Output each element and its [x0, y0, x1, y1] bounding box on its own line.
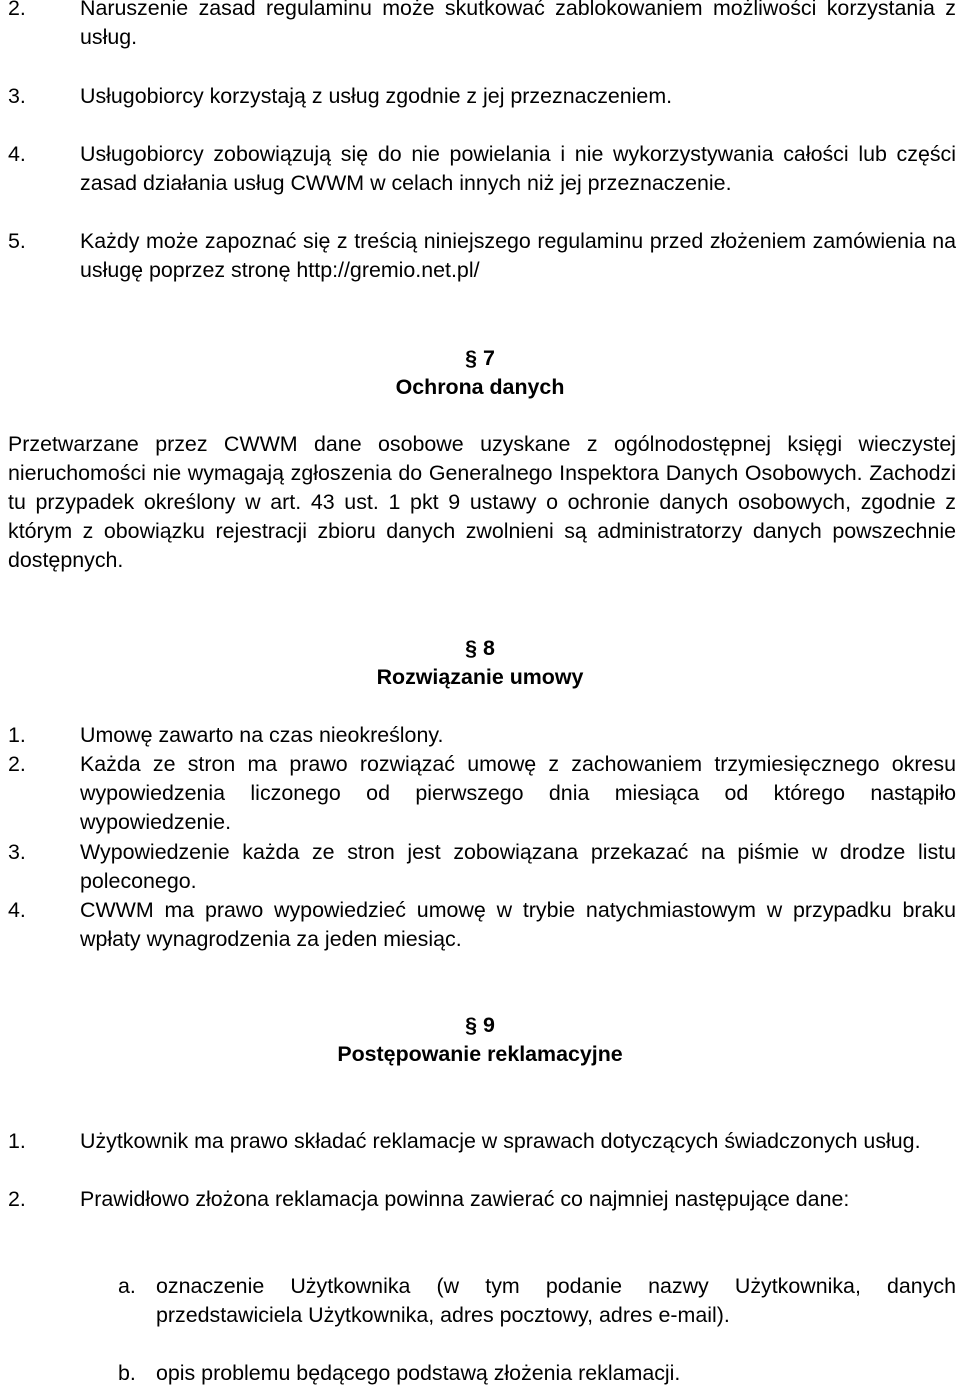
list-item-text: Użytkownik ma prawo składać reklamacje w sprawach dotyczących świadczonych usług. [80, 1129, 921, 1153]
list-item-text: Usługobiorcy zobowiązują się do nie powielania i nie wykorzystywania całości lub części zasad działania usług CWWM w celach innych niż jej przeznaczenie. [80, 142, 956, 195]
section-number: § 7 [465, 346, 495, 370]
list-item-number: 2. [8, 752, 26, 776]
sub-list-item-letter: a. [118, 1274, 136, 1298]
list-item-text: Każdy może zapoznać się z treścią niniejszego regulaminu przed złożeniem zamówienia na usługę poprzez stronę http://gremio.net.pl/ [80, 229, 956, 282]
sub-list-item-text: oznaczenie Użytkownika (w tym podanie nazwy Użytkownika, danych przedstawiciela Użytkownika, adres pocztowy, adres e-mail). [156, 1274, 956, 1327]
list-item-number: 5. [8, 229, 26, 253]
section-title: Postępowanie reklamacyjne [337, 1042, 623, 1066]
list-item-number: 1. [8, 1129, 26, 1153]
list-item-text: Naruszenie zasad regulaminu może skutkować zablokowaniem możliwości korzystania z usług. [80, 0, 956, 49]
section-number: § 9 [465, 1013, 495, 1037]
list-item-text: Prawidłowo złożona reklamacja powinna zawierać co najmniej następujące dane: [80, 1187, 850, 1211]
section-title: Rozwiązanie umowy [376, 665, 584, 689]
list-item-number: 1. [8, 723, 26, 747]
list-item-text: Umowę zawarto na czas nieokreślony. [80, 723, 444, 747]
sub-list-item-letter: b. [118, 1361, 136, 1385]
section-title: Ochrona danych [395, 375, 565, 399]
sub-list-item-text: opis problemu będącego podstawą złożenia reklamacji. [156, 1361, 681, 1385]
list-item-number: 2. [8, 1187, 26, 1211]
list-item-number: 3. [8, 840, 26, 864]
list-item-text: Usługobiorcy korzystają z usług zgodnie z jej przeznaczeniem. [80, 84, 673, 108]
list-item-number: 3. [8, 84, 26, 108]
section-number: § 8 [465, 636, 495, 660]
section-paragraph: Przetwarzane przez CWWM dane osobowe uzyskane z ogólnodostępnej księgi wieczystej nieruchomości nie wymagają zgłoszenia do Generalnego Inspektora Danych Osobowych. Zachodzi tu przypadek określony w art. 43 ust. 1 pkt 9 ustawy o ochronie danych osobowych, zgodnie z którym z obowiązku rejestracji zbioru danych zwolnieni są administratorzy danych powszechnie dostępnych. [8, 432, 956, 572]
list-item-text: Wypowiedzenie każda ze stron jest zobowiązana przekazać na piśmie w drodze listu poleconego. [80, 840, 956, 893]
list-item-number: 4. [8, 898, 26, 922]
list-item-number: 2. [8, 0, 26, 20]
list-item-text: CWWM ma prawo wypowiedzieć umowę w trybie natychmiastowym w przypadku braku wpłaty wynagrodzenia za jeden miesiąc. [80, 898, 956, 951]
list-item-number: 4. [8, 142, 26, 166]
list-item-text: Każda ze stron ma prawo rozwiązać umowę z zachowaniem trzymiesięcznego okresu wypowiedzenia liczonego od pierwszego dnia miesiąca od którego nastąpiło wypowiedzenie. [80, 752, 956, 834]
